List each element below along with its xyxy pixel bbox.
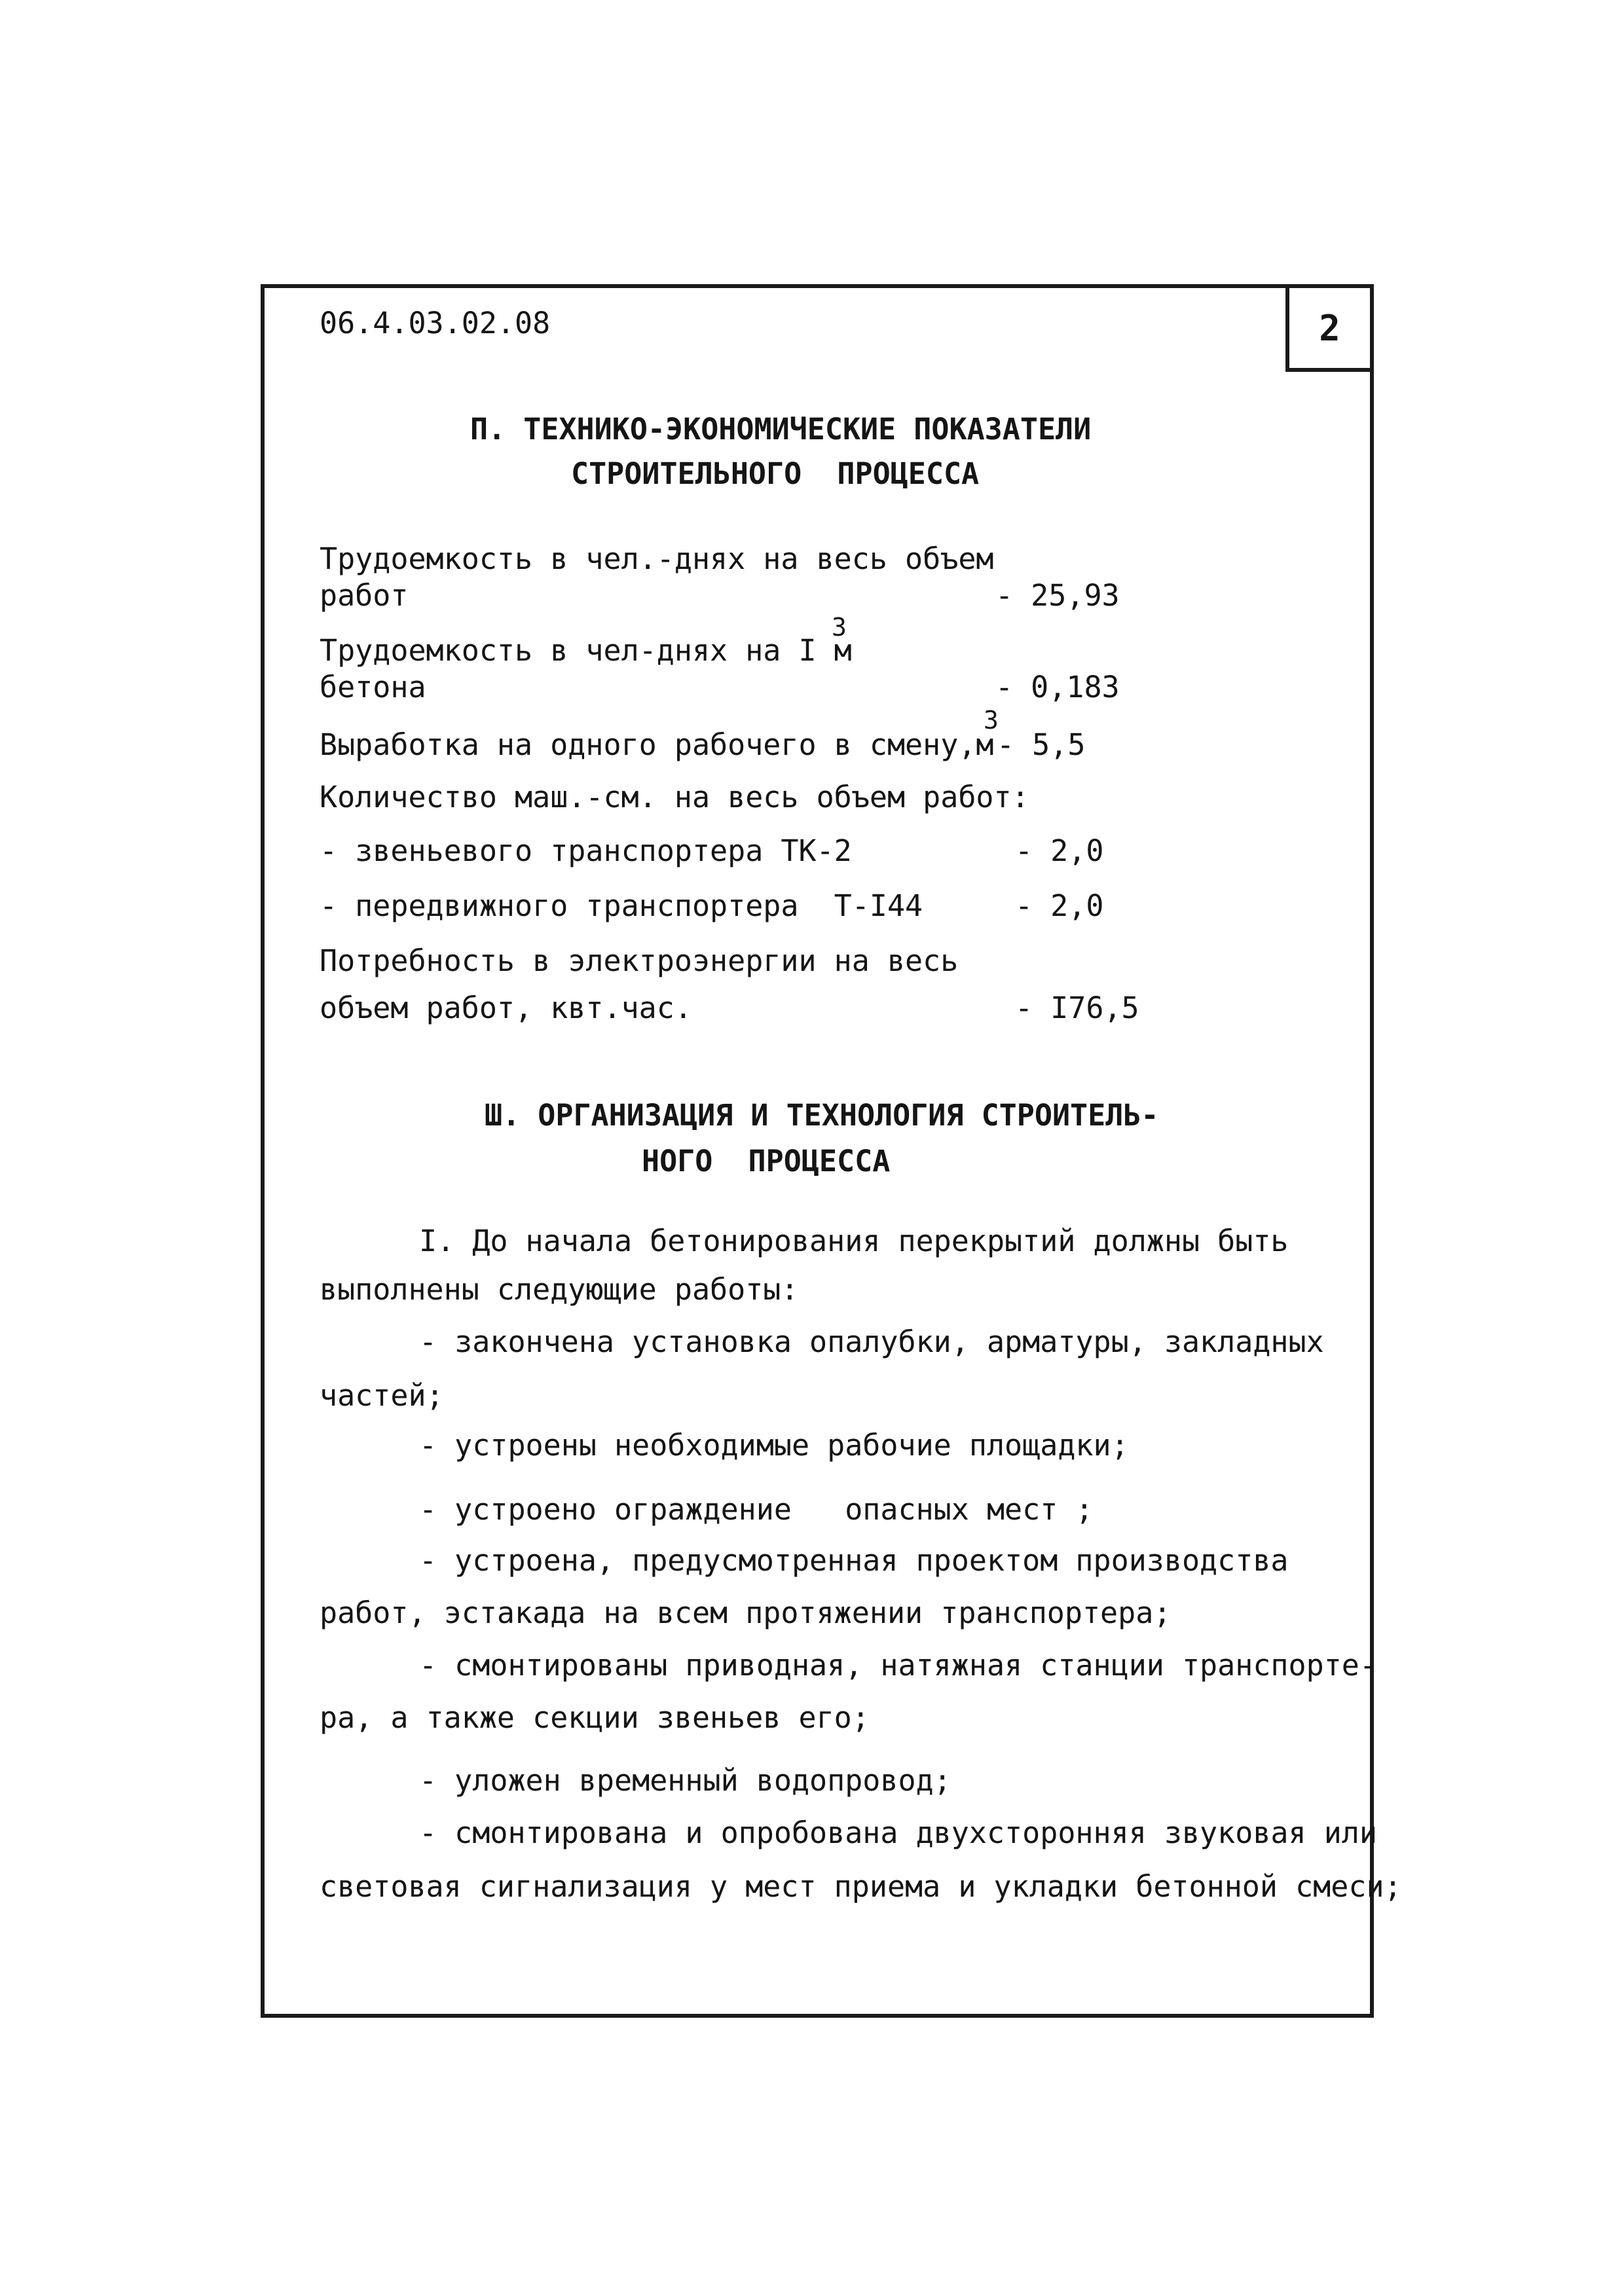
indicator-1-line1: Трудоемкость в чел.-днях на весь объем (320, 541, 994, 576)
para-line-11: - уложен временный водопровод; (419, 1763, 951, 1798)
indicator-5-value: - 2,0 (1015, 833, 1104, 868)
indicator-7-line2: объем работ, квт.час. (320, 991, 692, 1025)
indicator-6-value: - 2,0 (1015, 888, 1104, 923)
para-line-9: - смонтированы приводная, натяжная станции транспорте- (419, 1648, 1377, 1683)
para-line-8: работ, эстакада на всем протяжении транспортера; (320, 1595, 1172, 1630)
page-number-box (1285, 284, 1374, 372)
indicator-3-value: - 5,5 (997, 727, 1086, 762)
para-line-4: частей; (320, 1378, 444, 1413)
page-number: 2 (1319, 307, 1340, 349)
para-line-2: выполнены следующие работы: (320, 1272, 799, 1307)
para-line-5: - устроены необходимые рабочие площадки; (419, 1428, 1129, 1463)
section3-title-line1: Ш. ОРГАНИЗАЦИЯ И ТЕХНОЛОГИЯ СТРОИТЕЛЬ- (485, 1098, 1159, 1133)
section3-title-line2: НОГО ПРОЦЕССА (642, 1144, 891, 1178)
indicator-1-value: - 25,93 (995, 578, 1120, 613)
para-line-10: ра, а также секции звеньев его; (320, 1700, 870, 1735)
section2-title-line1: П. ТЕХНИКО-ЭКОНОМИЧЕСКИЕ ПОКАЗАТЕЛИ (470, 412, 1092, 446)
indicator-5-line1: - звеньевого транспортера ТК-2 (320, 833, 852, 868)
indicator-2-sup: 3 (832, 613, 847, 642)
para-line-6: - устроено ограждение опасных мест ; (419, 1492, 1094, 1527)
indicator-2-line1: Трудоемкость в чел-днях на I м (320, 633, 852, 668)
para-line-1: I. До начала бетонирования перекрытий должны быть (419, 1224, 1289, 1258)
doc-code: 06.4.03.02.08 (320, 306, 551, 340)
indicator-2-value: - 0,183 (995, 670, 1120, 704)
indicator-7-value: - I76,5 (1015, 991, 1139, 1025)
indicator-3-line1: Выработка на одного рабочего в смену,м (320, 727, 994, 762)
indicator-7-line1: Потребность в электроэнергии на весь (320, 943, 959, 978)
para-line-12: - смонтирована и опробована двухсторонняя звуковая или (419, 1815, 1377, 1850)
section2-title-line2: СТРОИТЕЛЬНОГО ПРОЦЕССА (571, 456, 980, 491)
para-line-3: - закончена установка опалубки, арматуры, закладных (419, 1324, 1324, 1359)
para-line-13: световая сигнализация у мест приема и укладки бетонной смеси; (320, 1869, 1402, 1904)
indicator-3-sup: 3 (984, 706, 999, 735)
indicator-6-line1: - передвижного транспортера Т-I44 (320, 888, 923, 923)
indicator-4-line1: Количество маш.-см. на весь объем работ: (320, 780, 1029, 814)
para-line-7: - устроена, предусмотренная проектом производства (419, 1543, 1289, 1578)
indicator-2-line2: бетона (320, 670, 426, 704)
indicator-1-line2: работ (320, 578, 409, 613)
